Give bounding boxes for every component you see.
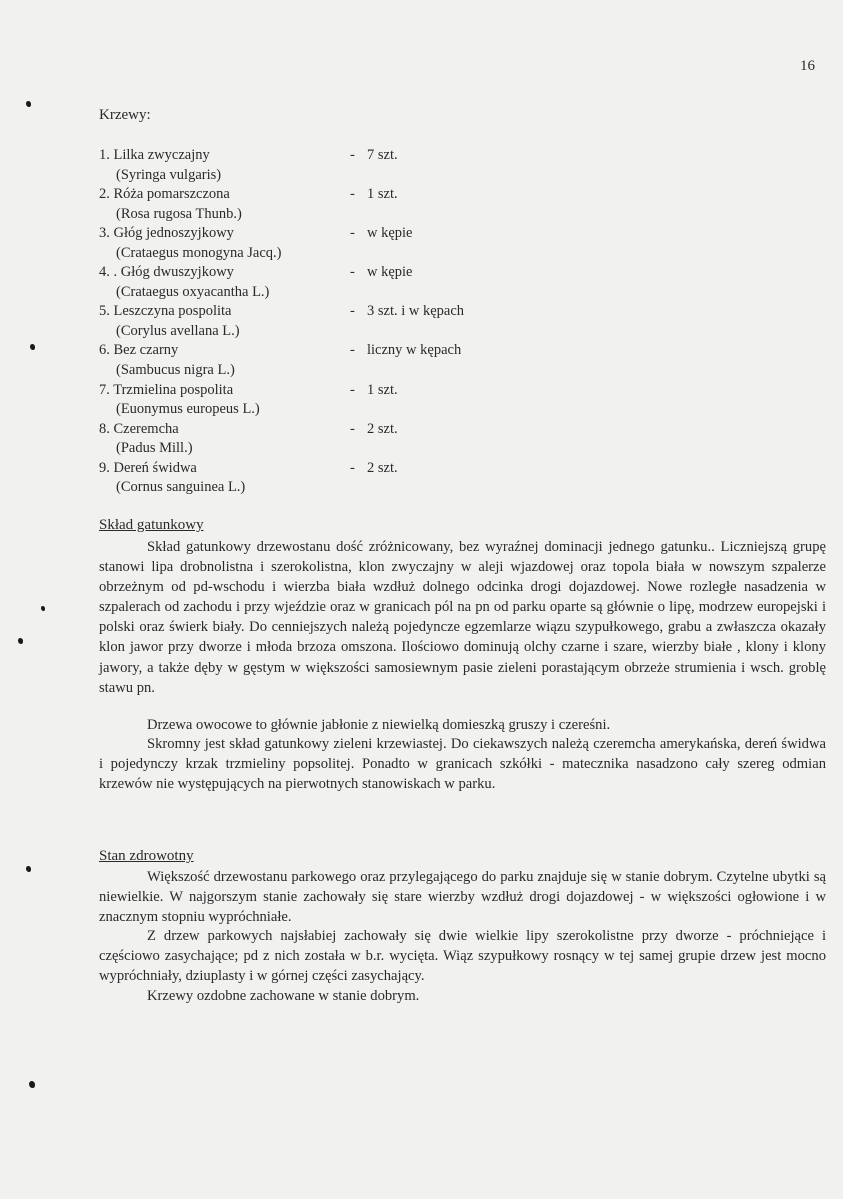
shrub-latin-name: (Rosa rugosa Thunb.) — [116, 205, 242, 222]
shrub-latin-name: (Padus Mill.) — [116, 440, 193, 457]
shrub-quantity: 2 szt. — [367, 420, 398, 437]
shrub-quantity: 7 szt. — [367, 147, 398, 163]
list-item — [99, 420, 519, 459]
shrub-name: 8. Czeremcha — [99, 420, 179, 437]
scan-mark — [18, 638, 23, 644]
shrub-name: 6. Bez czarny — [99, 342, 179, 359]
scan-mark — [30, 344, 35, 350]
shrub-dash: - — [350, 186, 355, 203]
list-item — [99, 224, 519, 263]
health-section-title: Stan zdrowotny — [99, 848, 194, 864]
health-paragraph: Z drzew parkowych najsłabiej zachowały się dwie wielkie lipy szerokolistne przy dworze - próchniejące i częściowo zasychające; pd z nich została w b.r. wycięta. Wiąz szypułkowy rosnący w tej samej grupie drzew jest mocno wypróchniały, dziuplasty i w górnej części zasychający. — [99, 928, 826, 985]
shrub-quantity: liczny w kępach — [367, 342, 462, 359]
list-item — [99, 459, 519, 498]
shrub-dash: - — [350, 342, 355, 359]
health-paragraph: Krzewy ozdobne zachowane w stanie dobrym. — [147, 988, 420, 1004]
list-item — [99, 341, 519, 380]
shrub-latin-name: (Sambucus nigra L.) — [116, 361, 235, 378]
shrub-dash: - — [350, 225, 355, 242]
shrub-name: 7. Trzmielina pospolita — [99, 381, 234, 398]
list-item — [99, 185, 519, 224]
shrubs-heading: Krzewy: — [99, 107, 151, 123]
shrub-latin-name: (Corylus avellana L.) — [116, 322, 240, 339]
shrub-latin-name: (Euonymus europeus L.) — [116, 401, 260, 418]
species-paragraph: Drzewa owocowe to głównie jabłonie z niewielką domieszką gruszy i czereśni. — [147, 717, 611, 733]
list-item — [99, 302, 519, 341]
shrub-name: 9. Dereń świdwa — [99, 459, 197, 476]
shrub-dash: - — [350, 459, 355, 476]
scan-mark — [41, 606, 45, 611]
shrub-quantity: w kępie — [367, 225, 413, 242]
list-item — [99, 146, 519, 185]
shrub-name: 4. . Głóg dwuszyjkowy — [99, 264, 234, 281]
list-item — [99, 381, 519, 420]
species-paragraph: Skromny jest skład gatunkowy zieleni krzewiastej. Do ciekawszych należą czeremcha amerykańska, dereń świdwa i pojedynczy krzak trzmieliny popsolitej. Ponadto w granicach szkółki - matecznika nasadzono cały szereg odmian krzewów nie występujących na pierwotnych stanowiskach w parku. — [99, 736, 826, 793]
shrub-dash: - — [350, 420, 355, 437]
scan-mark — [26, 866, 31, 872]
health-paragraph: Większość drzewostanu parkowego oraz przylegającego do parku znajduje się w stanie dobrym. Czytelne ubytki są niewielkie. W najgorszym stanie zachowały się stare wierzby wzdłuż drogi dojazdowej - w większości ogłowione i w znacznym stopniu wypróchniałe. — [99, 869, 826, 926]
shrub-quantity: 3 szt. i w kępach — [367, 303, 465, 320]
list-item — [99, 263, 519, 302]
shrub-latin-name: (Crataegus oxyacantha L.) — [116, 283, 270, 300]
species-section-title: Skład gatunkowy — [99, 517, 204, 533]
shrub-name: 3. Głóg jednoszyjkowy — [99, 225, 234, 242]
shrub-list — [99, 146, 519, 498]
scan-mark — [29, 1081, 35, 1088]
shrub-name: 1. Lilka zwyczajny — [99, 147, 210, 163]
shrub-dash: - — [350, 147, 355, 163]
shrub-dash: - — [350, 264, 355, 281]
shrub-name: 5. Leszczyna pospolita — [99, 303, 232, 320]
shrub-name: 2. Róża pomarszczona — [99, 186, 230, 203]
shrub-quantity: 1 szt. — [367, 186, 398, 203]
shrub-dash: - — [350, 303, 355, 320]
shrub-quantity: w kępie — [367, 264, 413, 281]
species-paragraph: Skład gatunkowy drzewostanu dość zróżnicowany, bez wyraźnej dominacji jednego gatunku.. Liczniejszą grupę stanowi lipa drobnolistna i szerokolistna, klon zwyczajny w aleji wjazdowej oraz topola biała w nowszym szpalerze obrzeżnym od pd-wschodu i wierzba biała wzdłuż dolnego odcinka drogi dojazdowej. Nowe rozległe nasadzenia w szpalerach od zachodu i przy wjeździe oraz w granicach pól na pn od parku oparte są głównie o lipę, modrzew europejski i polski oraz świerk biały. Do cenniejszych należą pojedyncze egzemlarze wiązu szypułkowego, grabu a zwłaszcza okazały klon jawor przy dworze i młoda brzoza omszona. Ilościowo dominują olchy czarne i szare, wierzby białe , klony i klony jawory, a także dęby w gęstym w większości samosiewnym pasie zieleni porastającym obrzeże strumienia i wsch. groblę stawu pn. — [99, 539, 826, 696]
shrub-latin-name: (Cornus sanguinea L.) — [116, 479, 246, 496]
shrub-quantity: 2 szt. — [367, 459, 398, 476]
scan-mark — [26, 101, 31, 107]
page-number: 16 — [800, 58, 815, 74]
shrub-dash: - — [350, 381, 355, 398]
shrub-latin-name: (Crataegus monogyna Jacq.) — [116, 244, 282, 261]
shrub-latin-name: (Syringa vulgaris) — [116, 166, 222, 183]
shrub-quantity: 1 szt. — [367, 381, 398, 398]
